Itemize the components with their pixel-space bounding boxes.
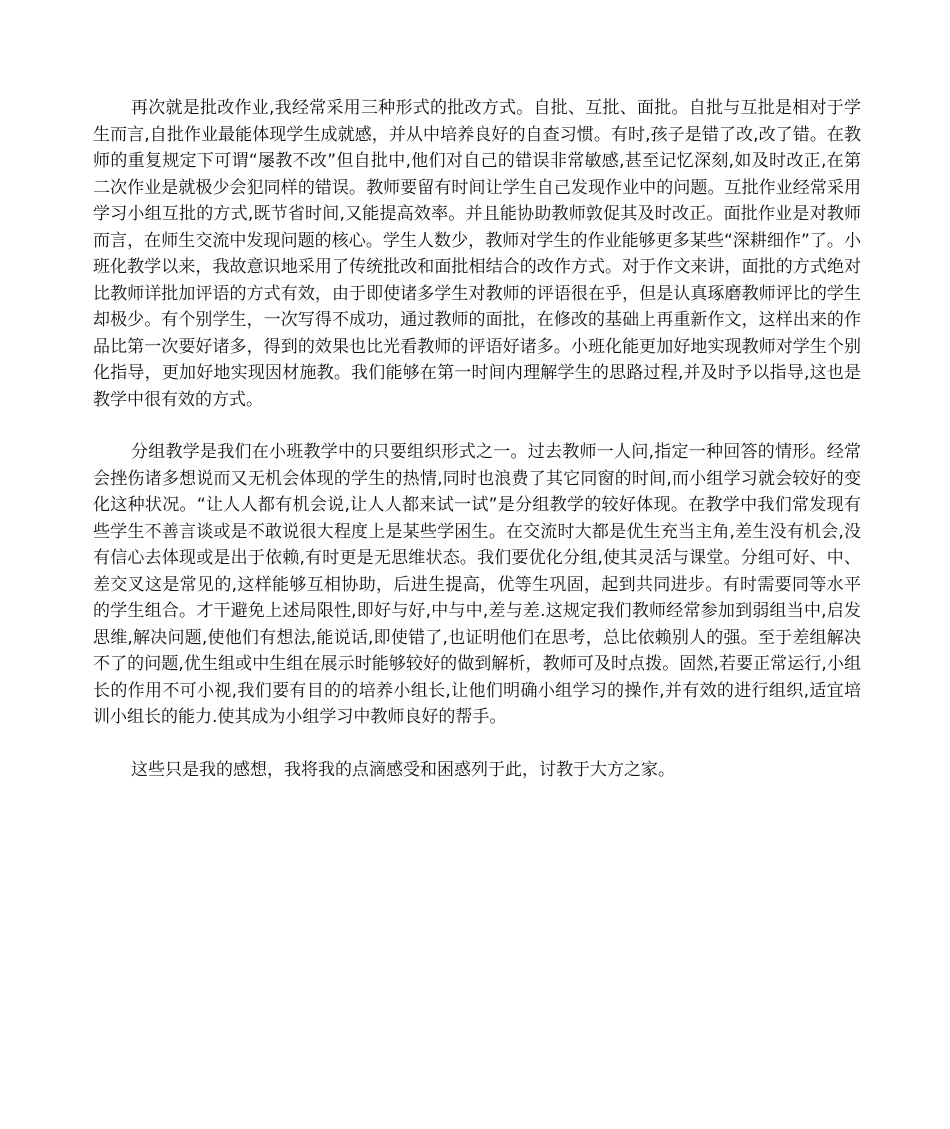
paragraph-group-teaching: 分组教学是我们在小班教学中的只要组织形式之一。过去教师一人问,指定一种回答的情形。经常会挫伤诸多想说而又无机会体现的学生的热情,同时也浪费了其它同窗的时间,而小组学习就会较好的变化这种状况。“让人人都有机会说,让人人都来试一试”是分组教学的较好体现。在教学中我们常发现有些学生不善言谈或是不敢说很大程度上是某些学困生。在交流时大都是优生充当主角,差生没有机会,没有信心去体现或是出于依赖,有时更是无思维状态。我们要优化分组,使其灵活与课堂。分组可好、中、差交叉这是常见的,这样能够互相协助，后进生提高，优等生巩固，起到共同进步。有时需要同等水平的学生组合。才干避免上述局限性,即好与好,中与中,差与差.这规定我们教师经常参加到弱组当中,启发思维,解决问题,使他们有想法,能说话,即使错了,也证明他们在思考，总比依赖别人的强。至于差组解决不了的问题,优生组或中生组在展示时能够较好的做到解析，教师可及时点拨。固然,若要正常运行,小组长的作用不可小视,我们要有目的的培养小组长,让他们明确小组学习的操作,并有效的进行组织,适宜培训小组长的能力.使其成为小组学习中教师良好的帮手。 <box>93 442 861 727</box>
document-body <box>93 95 861 783</box>
paragraph-closing-remarks: 这些只是我的感想，我将我的点滴感受和困惑列于此，讨教于大方之家。 <box>131 759 675 780</box>
paragraph-grading-methods: 再次就是批改作业,我经常采用三种形式的批改方式。自批、互批、面批。自批与互批是相对于学生而言,自批作业最能体现学生成就感，并从中培养良好的自查习惯。有时,孩子是错了改,改了错。在教师的重复规定下可谓“屡教不改”但自批中,他们对自己的错误非常敏感,甚至记忆深刻,如及时改正,在第二次作业是就极少会犯同样的错误。教师要留有时间让学生自己发现作业中的问题。互批作业经常采用学习小组互批的方式,既节省时间,又能提高效率。并且能协助教师敦促其及时改正。面批作业是对教师而言，在师生交流中发现问题的核心。学生人数少，教师对学生的作业能够更多某些“深耕细作”了。小班化教学以来，我故意识地采用了传统批改和面批相结合的改作方式。对于作文来讲，面批的方式绝对比教师详批加评语的方式有效，由于即使诸多学生对教师的评语很在乎，但是认真琢磨教师评比的学生却极少。有个别学生，一次写得不成功，通过教师的面批，在修改的基础上再重新作文，这样出来的作品比第一次要好诸多，得到的效果也比光看教师的评语好诸多。小班化能更加好地实现教师对学生个别化指导，更加好地实现因材施教。我们能够在第一时间内理解学生的思路过程,并及时予以指导,这也是教学中很有效的方式。 <box>93 98 861 410</box>
